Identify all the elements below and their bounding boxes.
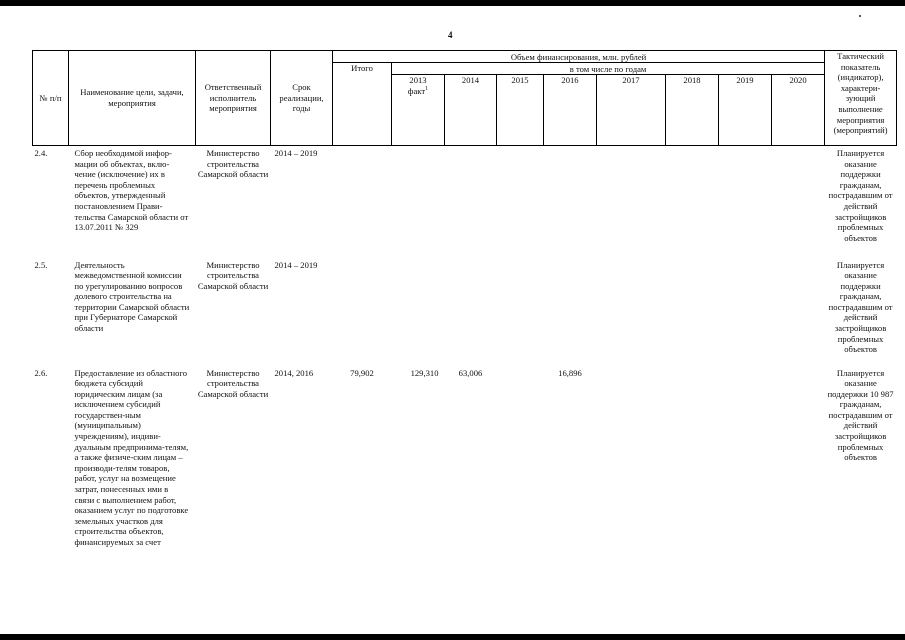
- row-total: [333, 146, 392, 260]
- row-goal: Предоставление из областного бюджета субсидий юридическим лицам (за исключением субсидий государствен-ным (муниципальным) учреждениям), индиви-дуальным предпринима-телям, а также физиче-ским лицам – производи-телям товаров, работ, услуг на возмещение затрат, понесенных ими в связи с выполнением работ, оказанием услуг по подготовке земельных участков для строительства объектов, финансируемых за счет: [74, 367, 189, 547]
- header-year-2020: 2020: [772, 75, 825, 146]
- row-2016: [544, 146, 597, 260]
- row-2016: 16,896: [558, 367, 582, 378]
- header-responsible: Ответственный исполнитель мероприятия: [196, 51, 271, 146]
- header-funding-group: Объем финансирования, млн. рублей: [333, 51, 825, 63]
- header-year-2013-note: факт: [407, 85, 426, 96]
- row-2016: [544, 260, 597, 368]
- funding-table: [32, 50, 897, 594]
- row-indicator: Планируется оказание поддержки гражданам, пострадавшим от действий застройщиков проблемных объектов: [828, 259, 893, 355]
- row-2015: [497, 146, 544, 260]
- row-term: 2014 – 2019: [274, 148, 318, 158]
- row-number: 2.4.: [34, 148, 48, 158]
- header-year-2013: [392, 75, 445, 146]
- row-total: [333, 260, 392, 368]
- row-2013: [392, 260, 445, 368]
- row-2020: [772, 260, 825, 368]
- row-indicator: Планируется оказание поддержки 10 987 гражданам, пострадавшим от действий застройщиков проблемных объектов: [827, 367, 894, 463]
- row-2017: [597, 368, 666, 594]
- row-responsible: Министерство строительства Самарской области: [197, 367, 269, 399]
- row-2020: [772, 146, 825, 260]
- header-year-2015: 2015: [497, 75, 544, 146]
- row-total: 79,902: [350, 367, 374, 378]
- header-year-2019: 2019: [719, 75, 772, 146]
- row-2017: [597, 260, 666, 368]
- header-year-2013-value: 2013: [409, 75, 427, 85]
- row-2018: [666, 260, 719, 368]
- scan-speck: [859, 15, 861, 17]
- header-total: Итого: [333, 63, 392, 146]
- row-2018: [666, 146, 719, 260]
- row-term: 2014, 2016: [274, 367, 314, 378]
- header-term: Срок реализации, годы: [271, 51, 333, 146]
- top-scan-border: [0, 0, 905, 6]
- page-number: 4: [448, 30, 453, 40]
- row-2013: 129,310: [410, 367, 439, 378]
- row-2014: [445, 260, 497, 368]
- row-2017: [597, 146, 666, 260]
- row-responsible: Министерство строительства Самарской области: [197, 148, 269, 180]
- table-header: [33, 51, 897, 146]
- row-responsible: Министерство строительства Самарской области: [197, 259, 269, 291]
- header-year-2016: 2016: [544, 75, 597, 146]
- header-year-2018: 2018: [666, 75, 719, 146]
- header-year-2017: 2017: [597, 75, 666, 146]
- row-number: 2.5.: [34, 259, 48, 270]
- row-2015: [497, 260, 544, 368]
- row-2020: [772, 368, 825, 594]
- row-indicator: Планируется оказание поддержки гражданам, пострадавшим от действий застройщиков проблемных объектов: [828, 148, 893, 243]
- row-number: 2.6.: [34, 367, 48, 378]
- row-2015: [497, 368, 544, 594]
- row-2019: [719, 368, 772, 594]
- footnote-marker: 1: [425, 85, 429, 92]
- header-goal: Наименование цели, задачи, мероприятия: [69, 51, 196, 146]
- row-2019: [719, 260, 772, 368]
- header-indicator: Тактический показатель (индикатор), характери-зующий выполнение мероприятия (мероприятий): [825, 51, 897, 146]
- row-goal: Сбор необходимой инфор-мации об объектах, вклю-чение (исключение) их в перечень проблемных объектов, утвержденный постановлением Прави-тельства Самарской области от 13.07.2011 № 329: [74, 148, 189, 233]
- header-year-2014: 2014: [445, 75, 497, 146]
- table-row: [33, 260, 897, 368]
- header-by-year: в том числе по годам: [392, 63, 825, 75]
- row-2019: [719, 146, 772, 260]
- row-2014: 63,006: [458, 367, 483, 378]
- row-term: 2014 – 2019: [274, 259, 318, 270]
- header-num: № п/п: [33, 51, 69, 146]
- table-row: [33, 368, 897, 594]
- row-2018: [666, 368, 719, 594]
- table-body: [33, 146, 897, 594]
- bottom-scan-border: [0, 634, 905, 640]
- row-goal: Деятельность межведомственной комиссии по урегулированию вопросов долевого строительства на территории Самарской области при Губернаторе Самарской области: [74, 259, 190, 334]
- row-2013: [392, 146, 445, 260]
- row-2014: [445, 146, 497, 260]
- table-row: [33, 146, 897, 260]
